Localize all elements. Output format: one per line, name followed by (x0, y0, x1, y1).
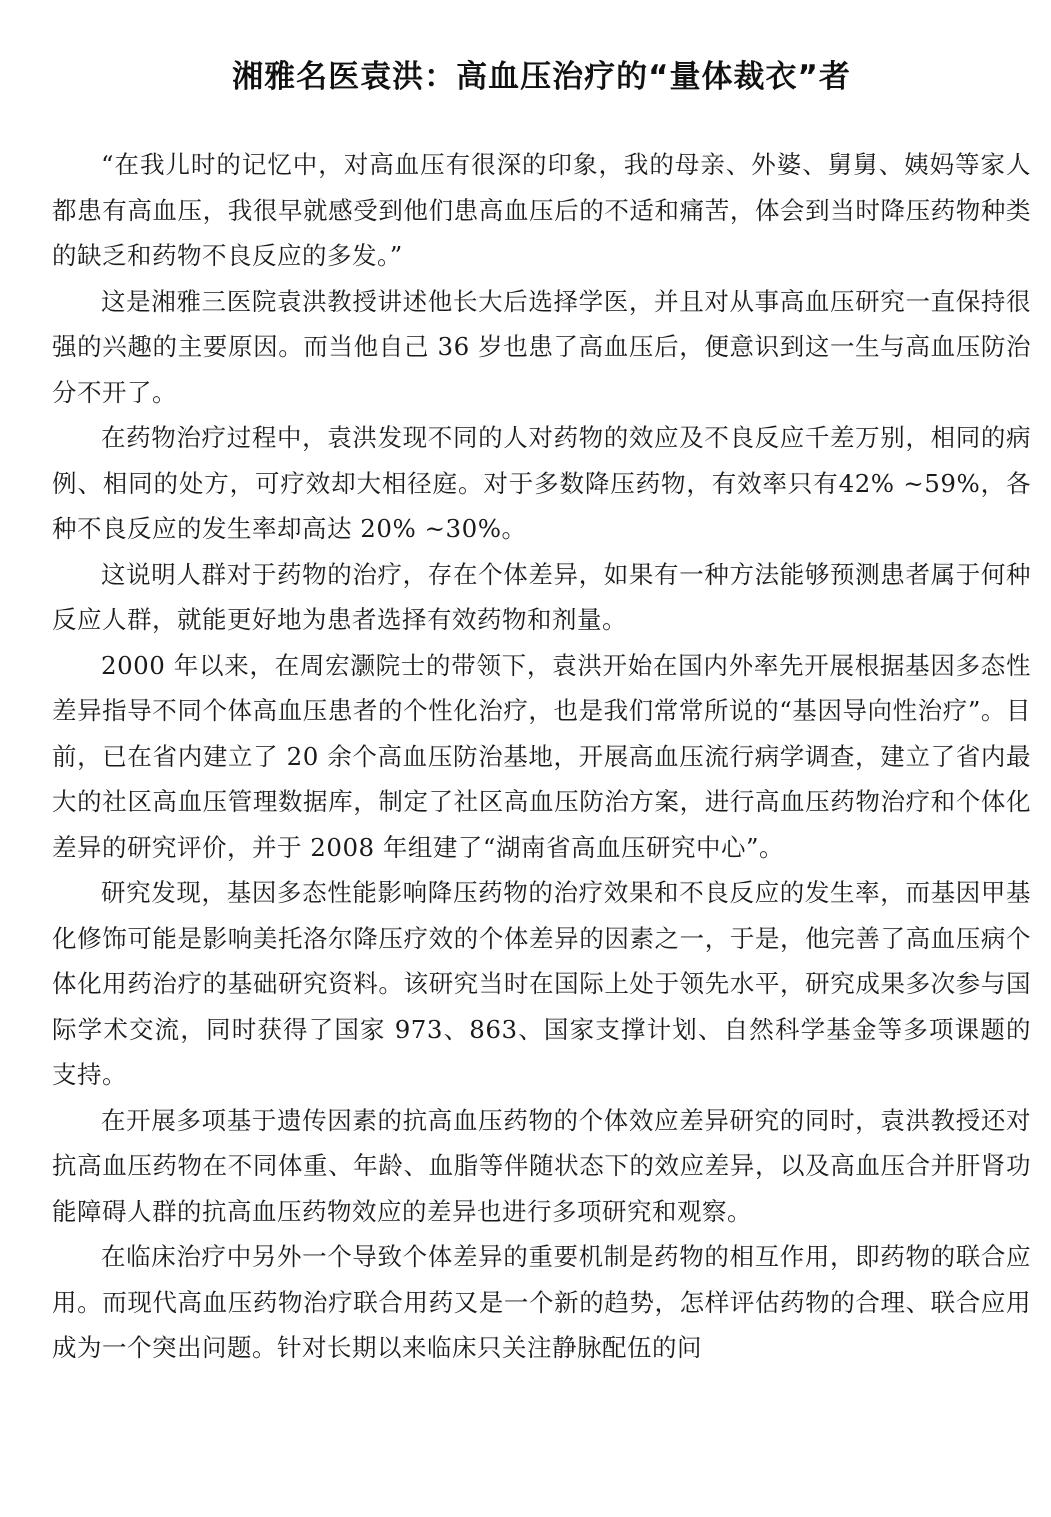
article-title: 湘雅名医袁洪：高血压治疗的“量体裁衣”者 (232, 59, 851, 95)
paragraph-multi-factor-study: 在开展多项基于遗传因素的抗高血压药物的个体效应差异研究的同时，袁洪教授还对抗高血压药物在不同体重、年龄、血脂等伴随状态下的效应差异，以及高血压合并肝肾功能障碍人群的抗高血压药物效应的差异也进行多项研究和观察。 (52, 1105, 1031, 1226)
paragraph-drug-response-variation: 在药物治疗过程中，袁洪发现不同的人对药物的效应及不良反应千差万别，相同的病例、相同的处方，可疗效却大相径庭。对于多数降压药物，有效率只有42% ~59%，各种不良反应的发生率却高达 20% ~30%。 (52, 423, 1031, 543)
paragraph-drug-interaction: 在临床治疗中另外一个导致个体差异的重要机制是药物的相互作用，即药物的联合应用。而现代高血压药物治疗联合用药又是一个新的趋势，怎样评估药物的合理、联合应用成为一个突出问题。针对长期以来临床只关注静脉配伍的问 (52, 1242, 1031, 1362)
paragraph-gene-guided-therapy: 2000 年以来，在周宏灏院士的带领下，袁洪开始在国内外率先开展根据基因多态性差异指导不同个体高血压患者的个性化治疗，也是我们常常所说的“基因导向性治疗”。目前，已在省内建立了 20 余个高血压防治基地，开展高血压流行病学调查，建立了省内最大的社区高血压管理数据库，制定了社区高血压防治方案，进行高血压药物治疗和个体化差异的研究评价，并于 2008 年组建了“湖南省高血压研究中心”。 (52, 650, 1031, 862)
paragraph-research-findings: 研究发现，基因多态性能影响降压药物的治疗效果和不良反应的发生率，而基因甲基化修饰可能是影响美托洛尔降压疗效的个体差异的因素之一，于是，他完善了高血压病个体化用药治疗的基础研究资料。该研究当时在国际上处于领先水平，研究成果多次参与国际学术交流，同时获得了国家 973、863、国家支撑计划、自然科学基金等多项课题的支持。 (52, 878, 1031, 1089)
paragraph-childhood-memory: “在我儿时的记忆中，对高血压有很深的印象，我的母亲、外婆、舅舅、姨妈等家人都患有高血压，我很早就感受到他们患高血压后的不适和痛苦，体会到当时降压药物种类的缺乏和药物不良反应的多发。” (52, 150, 1031, 270)
paragraph-individual-difference: 这说明人群对于药物的治疗，存在个体差异，如果有一种方法能够预测患者属于何种反应人群，就能更好地为患者选择有效药物和剂量。 (52, 559, 1031, 634)
paragraph-career-motivation: 这是湘雅三医院袁洪教授讲述他长大后选择学医，并且对从事高血压研究一直保持很强的兴趣的主要原因。而当他自己 36 岁也患了高血压后，便意识到这一生与高血压防治分不开了。 (52, 286, 1031, 407)
